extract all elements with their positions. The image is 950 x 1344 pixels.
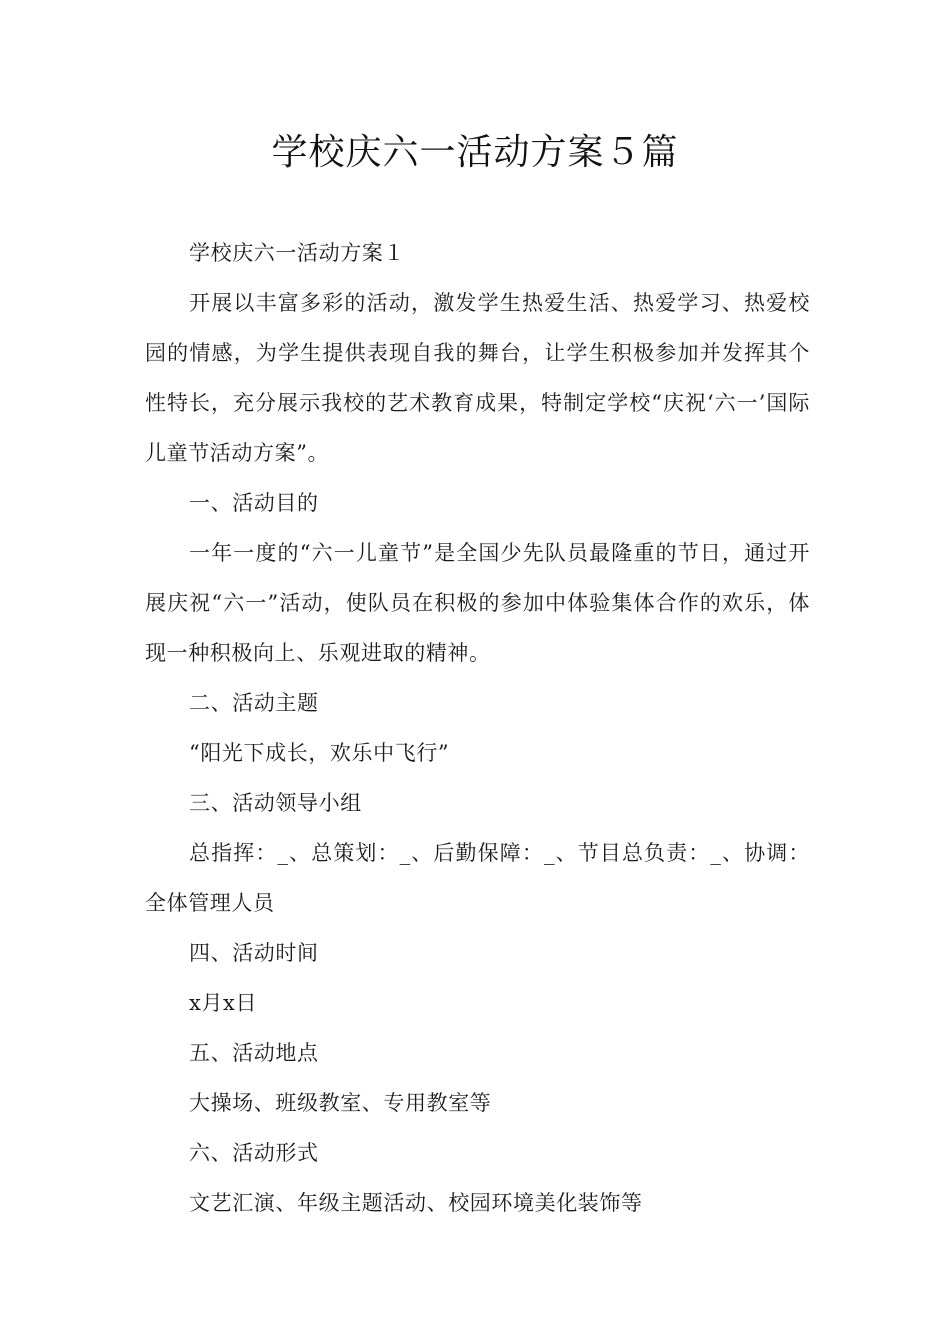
document-title: 学校庆六一活动方案５篇 — [271, 132, 679, 173]
theme-paragraph: “阳光下成长，欢乐中飞行” — [189, 741, 450, 765]
document-body — [145, 228, 810, 1228]
leadership-paragraph: 总指挥：_、总策划：_、后勤保障：_、节目总负责：_、协调：全体管理人员 — [145, 841, 810, 915]
section-heading-time: 四、活动时间 — [189, 941, 319, 965]
time-paragraph: x月x日 — [189, 991, 258, 1015]
purpose-paragraph: 一年一度的“六一儿童节”是全国少先队员最隆重的节日，通过开展庆祝“六一”活动，使队员在积极的参加中体验集体合作的欢乐，体现一种积极向上、乐观进取的精神。 — [145, 541, 810, 665]
intro-paragraph: 开展以丰富多彩的活动，激发学生热爱生活、热爱学习、热爱校园的情感，为学生提供表现自我的舞台，让学生积极参加并发挥其个性特长，充分展示我校的艺术教育成果，特制定学校“庆祝‘六一’国际儿童节活动方案”。 — [145, 291, 810, 465]
section-heading-location: 五、活动地点 — [189, 1041, 319, 1065]
section-heading-leadership: 三、活动领导小组 — [189, 791, 362, 815]
section-heading-theme: 二、活动主题 — [189, 691, 319, 715]
location-paragraph: 大操场、班级教室、专用教室等 — [189, 1091, 492, 1115]
section-heading-plan-1: 学校庆六一活动方案１ — [189, 241, 405, 265]
section-heading-format: 六、活动形式 — [189, 1141, 319, 1165]
section-heading-purpose: 一、活动目的 — [189, 491, 319, 515]
format-paragraph: 文艺汇演、年级主题活动、校园环境美化装饰等 — [189, 1191, 643, 1215]
